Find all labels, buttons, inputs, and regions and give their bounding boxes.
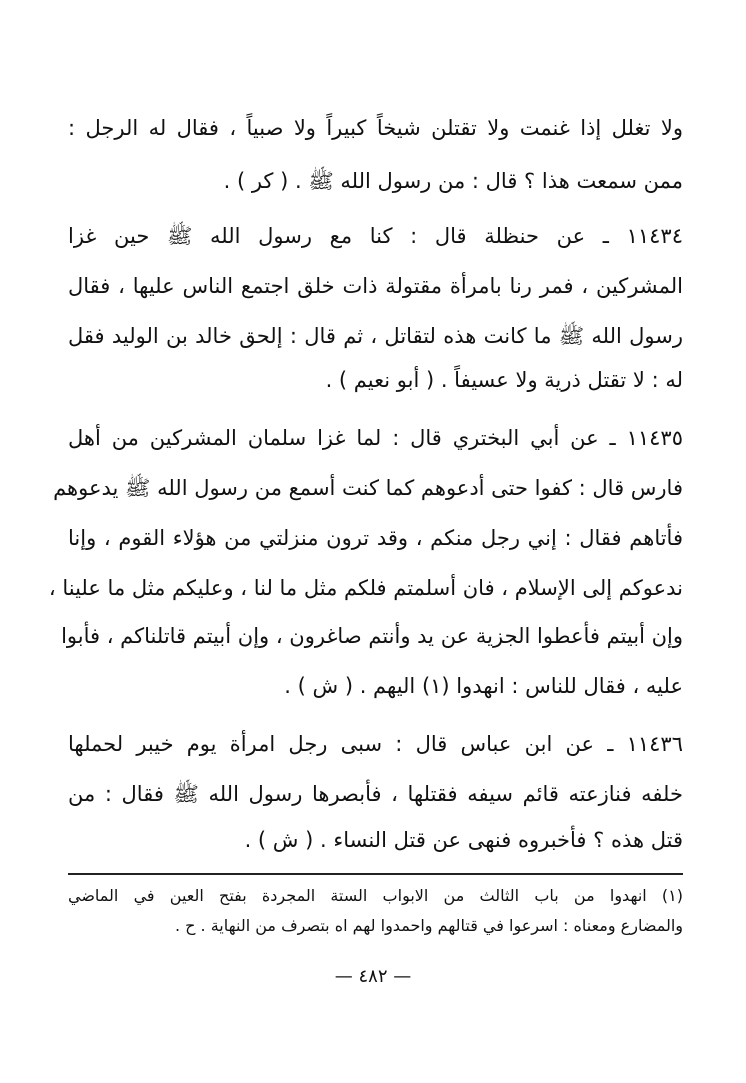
hadith-11436-line-3: قتل هذه ؟ فأخبروه فنهى عن قتل النساء . ( ش ) . <box>244 828 683 852</box>
hadith-11436-line-1: ١١٤٣٦ ـ عن ابن عباس قال : سبى رجل امرأة يوم خيبر لحملها <box>68 732 683 756</box>
footnote-divider <box>68 873 683 875</box>
page-number: — ٤٨٢ — <box>334 966 412 987</box>
hadith-11434-line-1: ١١٤٣٤ ـ عن حنظلة قال : كنا مع رسول الله ﷺ حين غزا <box>68 224 683 248</box>
footnote-line-1: (١) انهدوا من باب الثالث من الابواب الستة المجردة بفتح العين في الماضي <box>68 886 683 905</box>
text-line-2: ممن سمعت هذا ؟ قال : من رسول الله ﷺ . ( كر ) . <box>223 169 683 193</box>
hadith-11435-line-4: ندعوكم إلى الإسلام ، فان أسلمتم فلكم مثل ما لنا ، وعليكم مثل ما علينا ، <box>48 576 683 600</box>
text-line-1: ولا تغلل إذا غنمت ولا تقتلن شيخاً كبيراً ولا صبياً ، فقال له الرجل : <box>68 116 683 140</box>
hadith-11435-line-3: فأتاهم فقال : إني رجل منكم ، وقد ترون منزلتي من هؤلاء القوم ، وإنا <box>68 526 683 550</box>
hadith-11435-line-2: فارس قال : كفوا حتى أدعوهم كما كنت أسمع من رسول الله ﷺ يدعوهم <box>53 476 683 500</box>
hadith-11436-line-2: خلفه فنازعته قائم سيفه فقتلها ، فأبصرها رسول الله ﷺ فقال : من <box>68 782 683 806</box>
hadith-11434-line-3: رسول الله ﷺ ما كانت هذه لتقاتل ، ثم قال : إلحق خالد بن الوليد فقل <box>68 324 683 348</box>
footnote-line-2: والمضارع ومعناه : اسرعوا في قتالهم واحمدوا لهم اه بتصرف من النهاية . ح . <box>174 916 683 935</box>
hadith-11435-line-6: عليه ، فقال للناس : انهدوا (١) اليهم . ( ش ) . <box>284 674 683 698</box>
hadith-11434-line-4: له : لا تقتل ذرية ولا عسيفاً . ( أبو نعيم ) . <box>325 368 683 392</box>
hadith-11434-line-2: المشركين ، فمر رنا بامرأة مقتولة ذات خلق اجتمع الناس عليها ، فقال <box>68 274 683 298</box>
hadith-11435-line-1: ١١٤٣٥ ـ عن أبي البختري قال : لما غزا سلمان المشركين من أهل <box>68 426 683 450</box>
hadith-11435-line-5: وإن أبيتم فأعطوا الجزية عن يد وأنتم صاغرون ، وإن أبيتم قاتلناكم ، فأبوا <box>61 624 683 648</box>
